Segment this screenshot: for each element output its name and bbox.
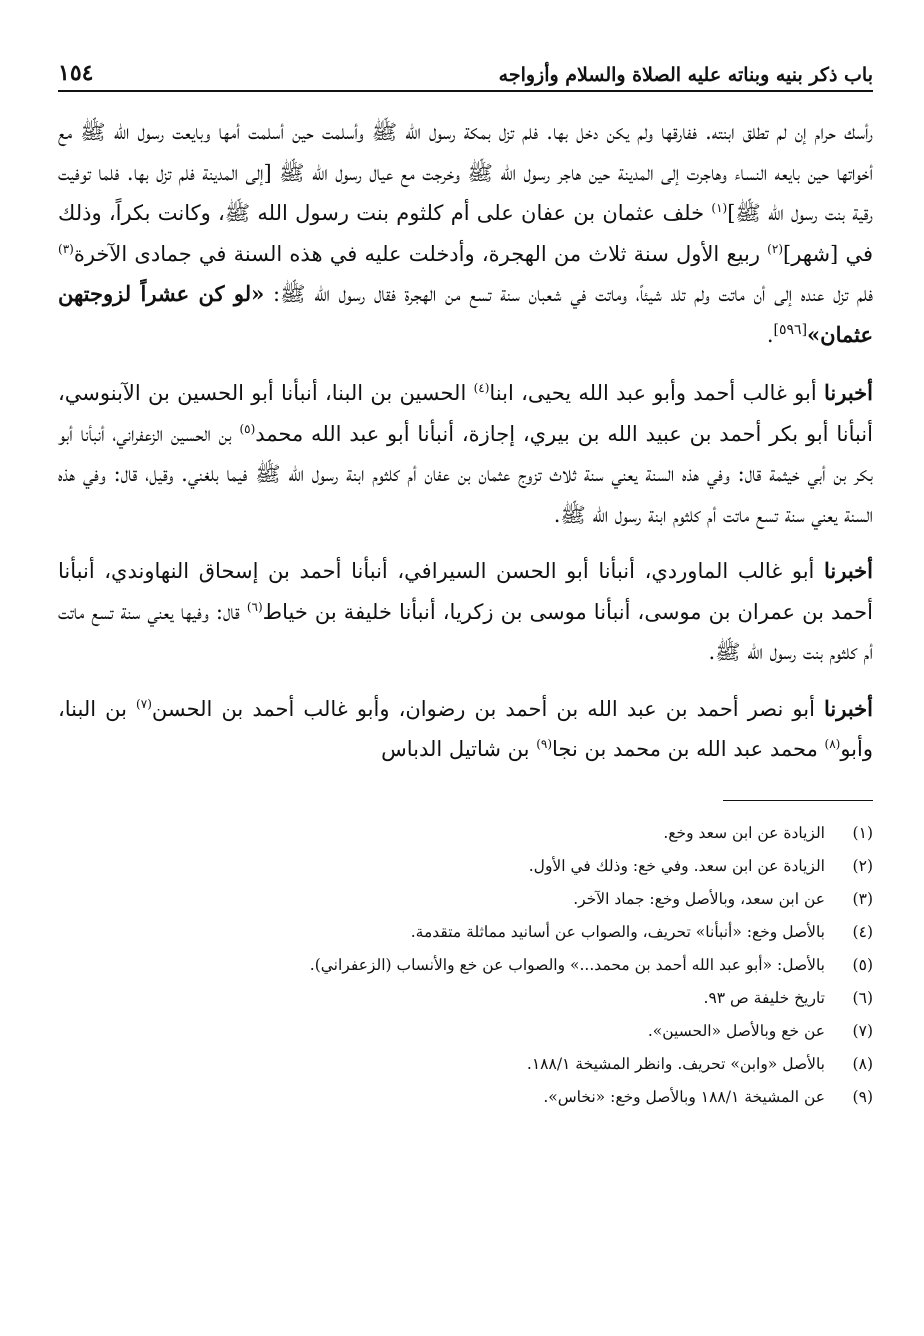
paragraph-text: الحسين بن البنا، أنبأنا أبو الحسين بن الآبنوسي، أنبأنا أبو بكر أحمد بن عبيد الله بن بيري، إجازة، أنبأنا أبو عبد الله محمد — [58, 381, 873, 446]
paragraph-3 — [58, 551, 873, 673]
footnote-marker-7: (٧) — [136, 696, 152, 711]
footnote-marker-9: (٩) — [536, 737, 553, 751]
footnote-item — [58, 850, 873, 883]
paragraph-text: خلف عثمان بن عفان على أم كلثوم بنت رسول الله ﷺ، وكانت بكراً، وذلك في [شهر] — [58, 201, 873, 266]
footnote-item — [58, 883, 873, 916]
footnote-marker-4: (٤) — [473, 381, 490, 395]
footnote-text: عن المشيخة ١٨٨/١ وبالأصل وخع: «نخاس». — [543, 1087, 825, 1106]
paragraph-text: قال: وفيها يعني سنة تسع ماتت أم كلثوم بنت رسول الله ﷺ. — [58, 599, 873, 664]
paragraph-text: أبو غالب الماوردي، أنبأنا أبو الحسن السيرافي، أنبأنا أحمد بن إسحاق النهاوندي، أنبأنا أحمد بن عمران بن موسى، أنبأنا موسى بن زكريا، أنبأنا خليفة بن خياط — [58, 559, 873, 624]
paragraph-text: محمد عبد الله بن محمد بن نجا — [552, 737, 818, 761]
footnotes-list — [58, 817, 873, 1114]
footnote-marker-6: (٦) — [246, 599, 263, 614]
paragraph-text: بن البنا، وأبو — [58, 696, 873, 761]
paragraph-text: بن الحسين الزعفراني، أنبأنا أبو بكر بن أبي خيثمة قال: وفي هذه السنة يعني سنة ثلاث تزوج عثمان بن عفان أم كلثوم ابنة رسول الله ﷺ فيما بلغني. وقيل، قال: وفي هذه السنة يعني سنة تسع ماتت أم كلثوم ابنة رسول الله ﷺ. — [58, 421, 873, 527]
paragraph-text: أبو غالب أحمد وأبو عبد الله يحيى، ابنا — [489, 381, 817, 405]
paragraph-1 — [58, 112, 873, 355]
footnote-item — [58, 949, 873, 982]
footnote-item — [58, 1081, 873, 1114]
footnote-number: (٢) — [852, 856, 873, 875]
paragraph-text: بن شاتيل الدباس — [381, 737, 530, 761]
akhbarana-keyword: أخبرنا — [824, 558, 873, 583]
footnote-item — [58, 817, 873, 850]
footnote-text: عن ابن سعد، وبالأصل وخع: جماد الآخر. — [573, 889, 825, 908]
footnote-divider — [723, 800, 873, 801]
footnote-number: (١) — [852, 823, 873, 842]
paragraph-4 — [58, 689, 873, 770]
running-title: باب ذكر بنيه وبناته عليه الصلاة والسلام وأزواجه — [498, 64, 873, 86]
footnote-text: عن خع وبالأصل «الحسين». — [647, 1021, 825, 1040]
footnote-item — [58, 1015, 873, 1048]
hadith-reference: [٥٩٦] — [773, 321, 808, 338]
paragraph-end: . — [766, 322, 774, 347]
hadith-quote: «لو كن عشراً لزوجتهن عثمان» — [58, 281, 873, 347]
paragraph-text: رأسك حرام إن لم تطلق ابنته. ففارقها ولم يكن دخل بها. فلم تزل بمكة رسول الله ﷺ وأسلمت حين أسلمت أمها وبايعت رسول الله ﷺ مع أخواتها حين بايعه النساء وهاجرت إلى المدينة حين هاجر رسول الله ﷺ وخرجت مع عيال رسول الله ﷺ [إلى المدينة فلم تزل بها. فلما توفيت رقية بنت رسول الله ﷺ] — [58, 120, 873, 225]
footnote-text: بالأصل وخع: «أنبأنا» تحريف، والصواب عن أسانيد مماثلة متقدمة. — [410, 922, 825, 941]
footnote-text: بالأصل «وابن» تحريف. وانظر المشيخة ١٨٨/١. — [526, 1054, 825, 1073]
footnote-number: (٧) — [852, 1021, 873, 1040]
footnote-marker-1: (١) — [711, 201, 728, 215]
footnote-marker-3: (٣) — [58, 241, 74, 256]
footnote-number: (٣) — [852, 889, 873, 908]
footnote-marker-8: (٨) — [824, 737, 841, 751]
footnote-text: تاريخ خليفة ص ٩٣. — [703, 988, 825, 1007]
page-number: ١٥٤ — [58, 60, 94, 86]
running-header — [58, 52, 873, 92]
paragraph-text: ربيع الأول سنة ثلاث من الهجرة، وأدخلت عليه في هذه السنة في جمادى الآخرة — [73, 241, 760, 266]
akhbarana-keyword: أخبرنا — [823, 380, 873, 405]
footnote-number: (٩) — [852, 1087, 873, 1106]
paragraph-text: أبو نصر أحمد بن عبد الله بن أحمد بن رضوان، وأبو غالب أحمد بن الحسن — [151, 696, 815, 721]
main-text — [58, 112, 873, 770]
paragraph-text: فلم تزل عنده إلى أن ماتت ولم تلد شيئاً، وماتت في شعبان سنة تسع من الهجرة فقال رسول الله ﷺ: — [273, 282, 873, 306]
footnote-marker-5: (٥) — [239, 421, 256, 436]
footnote-number: (٥) — [852, 955, 873, 974]
footnote-number: (٤) — [852, 922, 873, 941]
footnote-text: بالأصل: «أبو عبد الله أحمد بن محمد...» والصواب عن خع والأنساب (الزعفراني). — [309, 955, 825, 974]
footnote-text: الزيادة عن ابن سعد وخع. — [663, 823, 825, 842]
footnote-number: (٦) — [852, 988, 873, 1007]
page — [58, 52, 873, 1114]
footnote-number: (٨) — [852, 1054, 873, 1073]
footnote-item — [58, 1048, 873, 1081]
footnote-marker-2: (٢) — [767, 241, 783, 256]
footnote-item — [58, 916, 873, 949]
akhbarana-keyword: أخبرنا — [824, 695, 873, 721]
footnote-text: الزيادة عن ابن سعد. وفي خع: وذلك في الأول. — [528, 856, 825, 875]
footnote-item — [58, 982, 873, 1015]
paragraph-2 — [58, 373, 873, 535]
